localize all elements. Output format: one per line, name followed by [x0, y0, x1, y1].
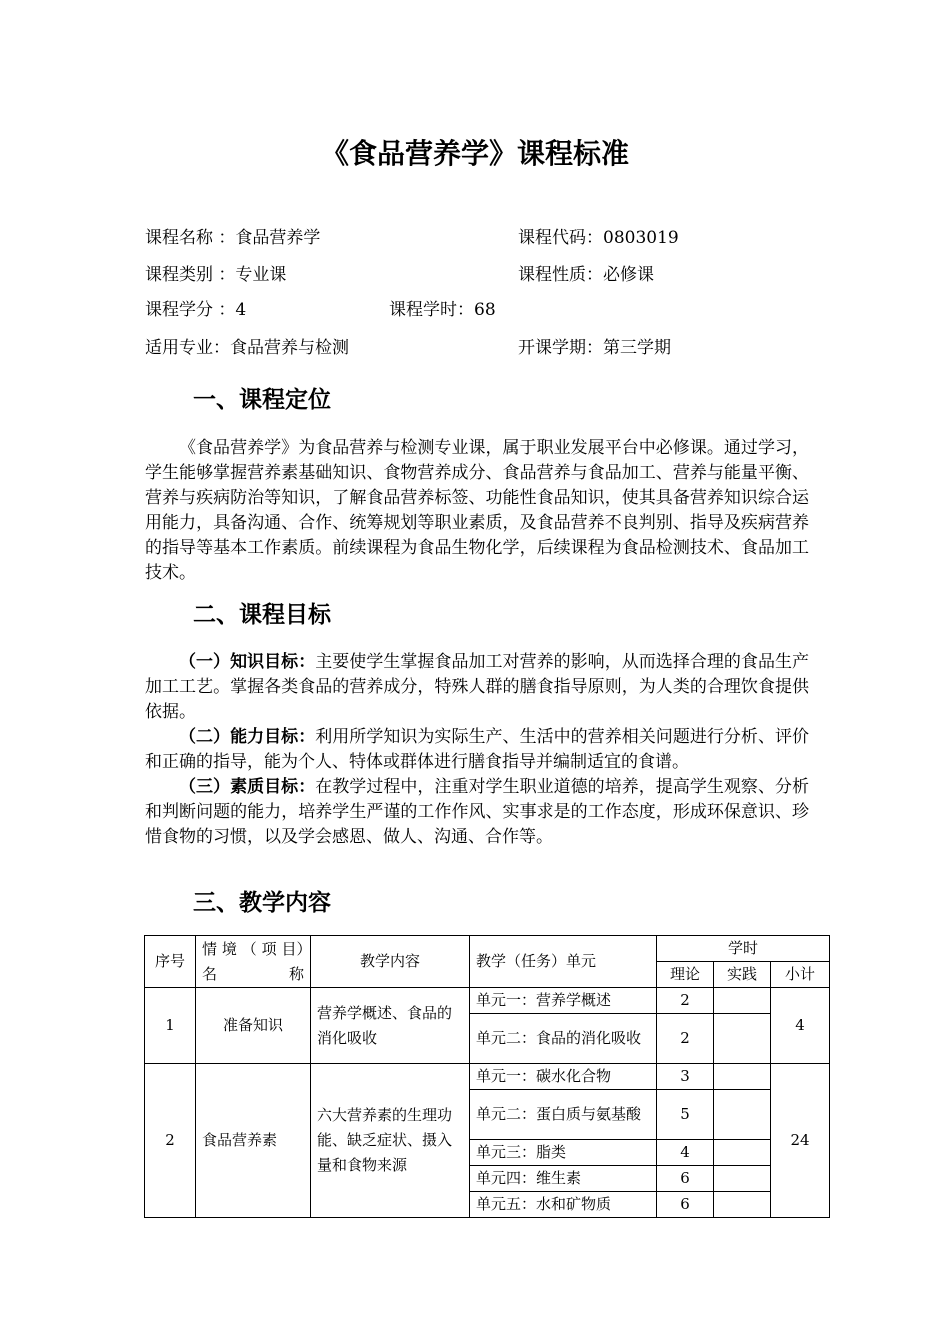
row-unit: 单元四：维生素	[470, 1166, 657, 1192]
header-unit: 教学（任务）单元	[470, 936, 657, 988]
goal-knowledge	[145, 650, 809, 725]
row-no: 2	[145, 1064, 196, 1218]
row-theory: 4	[657, 1140, 714, 1166]
course-credit-label: 课程学分 ：	[145, 300, 236, 320]
row-practice	[714, 1064, 771, 1090]
row-scenario: 准备知识	[196, 988, 311, 1064]
course-name-row	[145, 228, 320, 248]
course-type-value: 专业课	[235, 265, 287, 285]
goal-ability-text: 利用所学知识为实际生产、生活中的营养相关问题进行分析、评价和正确的指导，能为个人、特体或群体进行膳食指导并编制适宜的食谱。	[145, 727, 810, 772]
goal-quality-label: （三）素质目标：	[179, 777, 316, 797]
course-nature-label: 课程性质：	[518, 265, 603, 285]
section-heading-positioning: 一、课程定位	[193, 387, 331, 413]
row-scenario: 食品营养素	[196, 1064, 311, 1218]
header-practice: 实践	[714, 962, 771, 988]
course-type-label: 课程类别 ：	[145, 265, 236, 285]
row-practice	[714, 1192, 771, 1218]
course-nature-value: 必修课	[603, 265, 654, 285]
row-practice	[714, 1090, 771, 1140]
course-name-value: 食品营养学	[235, 228, 321, 248]
row-practice	[714, 1166, 771, 1192]
goal-quality	[145, 775, 809, 850]
course-hours-label: 课程学时：	[389, 300, 474, 320]
section-heading-goals: 二、课程目标	[193, 602, 331, 628]
row-practice	[714, 1140, 771, 1166]
positioning-paragraph	[145, 436, 809, 586]
row-content: 营养学概述、食品的消化吸收	[311, 988, 470, 1064]
course-hours-row	[389, 300, 496, 320]
course-code-value: 0803019	[603, 228, 679, 248]
row-theory: 3	[657, 1064, 714, 1090]
goal-knowledge-label: （一）知识目标：	[179, 652, 316, 672]
table-row	[145, 988, 830, 1014]
row-theory: 6	[657, 1166, 714, 1192]
header-hours: 学时	[657, 936, 830, 962]
row-unit: 单元三：脂类	[470, 1140, 657, 1166]
row-theory: 5	[657, 1090, 714, 1140]
row-unit: 单元一：碳水化合物	[470, 1064, 657, 1090]
course-type-row	[145, 265, 286, 285]
row-unit: 单元一：营养学概述	[470, 988, 657, 1014]
course-term-label: 开课学期：	[518, 338, 603, 358]
positioning-text: 《食品营养学》为食品营养与检测专业课，属于职业发展平台中必修课。通过学习，学生能够掌握营养素基础知识、食物营养成分、食品营养与食品加工、营养与能量平衡、营养与疾病防治等知识，了解食品营养标签、功能性食品知识，使其具备营养知识综合运用能力，具备沟通、合作、统筹规划等职业素质，及食品营养不良判别、指导及疾病营养的指导等基本工作素质。前续课程为食品生物化学，后续课程为食品检测技术、食品加工技术。	[145, 438, 809, 583]
course-major-label: 适用专业：	[145, 338, 230, 358]
goal-ability	[145, 725, 809, 775]
row-no: 1	[145, 988, 196, 1064]
row-content: 六大营养素的生理功能、缺乏症状、摄入量和食物来源	[311, 1064, 470, 1218]
table-row	[145, 1064, 830, 1090]
header-subtotal: 小计	[771, 962, 830, 988]
row-subtotal: 4	[771, 988, 830, 1064]
row-theory: 2	[657, 988, 714, 1014]
goal-knowledge-text: 主要使学生掌握食品加工对营养的影响，从而选择合理的食品生产加工工艺。掌握各类食品的营养成分，特殊人群的膳食指导原则，为人类的合理饮食提供依据。	[145, 652, 810, 722]
row-practice	[714, 1014, 771, 1064]
course-name-label: 课程名称 ：	[145, 228, 236, 248]
header-scenario: 情 境 （ 项 目）名称	[196, 936, 311, 988]
goal-ability-label: （二）能力目标：	[179, 727, 316, 747]
course-hours-value: 68	[474, 300, 496, 320]
course-nature-row	[518, 265, 654, 285]
row-theory: 2	[657, 1014, 714, 1064]
course-credit-value: 4	[235, 300, 247, 320]
goals-paragraphs	[145, 650, 809, 850]
course-credit-row	[145, 300, 246, 320]
header-theory: 理论	[657, 962, 714, 988]
row-unit: 单元二：蛋白质与氨基酸	[470, 1090, 657, 1140]
row-unit: 单元五：水和矿物质	[470, 1192, 657, 1218]
course-term-value: 第三学期	[603, 338, 671, 358]
section-heading-content: 三、教学内容	[193, 890, 331, 916]
row-practice	[714, 988, 771, 1014]
course-code-row	[518, 228, 679, 248]
header-content: 教学内容	[311, 936, 470, 988]
course-term-row	[518, 338, 671, 358]
document-title: 《食品营养学》课程标准	[320, 137, 629, 170]
teaching-content-table	[144, 935, 830, 1218]
course-major-row	[145, 338, 349, 358]
row-theory: 6	[657, 1192, 714, 1218]
row-subtotal: 24	[771, 1064, 830, 1218]
header-no: 序号	[145, 936, 196, 988]
goal-quality-text: 在教学过程中，注重对学生职业道德的培养，提高学生观察、分析和判断问题的能力，培养学生严谨的工作作风、实事求是的工作态度，形成环保意识、珍惜食物的习惯，以及学会感恩、做人、沟通、合作等。	[145, 777, 810, 847]
course-code-label: 课程代码：	[518, 228, 603, 248]
course-major-value: 食品营养与检测	[230, 338, 349, 358]
row-unit: 单元二：食品的消化吸收	[470, 1014, 657, 1064]
